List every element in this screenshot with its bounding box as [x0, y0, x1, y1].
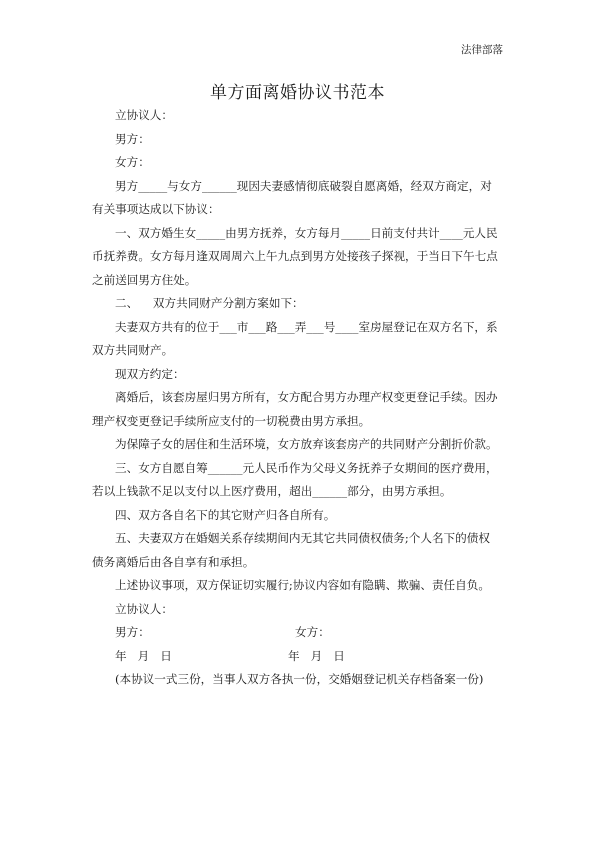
- text-line: 双方共同财产。: [92, 343, 174, 357]
- header-tag: 法律部落: [461, 44, 503, 56]
- text-line: 若以上钱款不足以支付以上医疗费用，超出______部分，由男方承担。: [92, 484, 452, 498]
- text-line: 债务离婚后由各自享有和承担。: [92, 554, 255, 569]
- female-signature-date: 年 月 日: [288, 648, 345, 663]
- text-line: 二、 双方共同财产分割方案如下：: [115, 296, 304, 310]
- text-line: 币抚养费。女方每月逢双周周六上午九点到男方处接孩子探视，于当日下午七点: [92, 249, 498, 263]
- text-line: 三、女方自愿自筹______元人民币作为父母义务抚养子女期间的医疗费用，: [115, 460, 498, 475]
- text-line: 理产权变更登记手续所应支付的一切税费由男方承担。: [92, 413, 371, 428]
- female-signature-label: 女方：: [295, 625, 330, 639]
- text-line: 夫妻双方共有的位于___市___路___弄___号____室房屋登记在双方名下，系: [115, 319, 498, 334]
- text-line: 四、双方各自名下的其它财产归各自所有。: [115, 507, 336, 522]
- text-line: 有关事项达成以下协议：: [92, 202, 220, 216]
- signature-names-row: [92, 621, 508, 645]
- footnote: (本协议一式三份，当事人双方各执一份，交婚姻登记机关存档备案一份): [115, 672, 484, 686]
- text-line: 立协议人：: [115, 601, 173, 616]
- male-signature-date: 年 月 日: [115, 648, 172, 663]
- text-line: 为保障子女的居住和生活环境，女方放弃该套房产的共同财产分割折价款。: [115, 437, 498, 451]
- signature-dates-row: [92, 645, 508, 669]
- document-body: [92, 104, 508, 692]
- text-line: 男方：: [115, 131, 150, 146]
- text-line: 五、夫妻双方在婚姻关系存续期间内无其它共同债权债务;个人名下的债权: [115, 531, 490, 545]
- document-title: 单方面离婚协议书范本: [210, 83, 385, 103]
- text-line: 之前送回男方住处。: [92, 272, 197, 287]
- text-line: 立协议人：: [115, 108, 173, 122]
- male-signature-label: 男方：: [115, 625, 150, 639]
- agreement-text: [92, 104, 508, 621]
- text-line: 一、双方婚生女_____由男方抚养，女方每月_____日前支付共计____元人民: [115, 225, 498, 240]
- text-line: 离婚后，该套房屋归男方所有，女方配合男方办理产权变更登记手续。因办: [115, 390, 498, 404]
- text-line: 男方_____与女方______现因夫妻感情彻底破裂自愿离婚，经双方商定，对: [115, 178, 492, 193]
- text-line: 上述协议事项，双方保证切实履行;协议内容如有隐瞒、欺骗、责任自负。: [115, 578, 490, 592]
- text-line: 女方：: [115, 155, 150, 169]
- text-line: 现双方约定：: [115, 366, 185, 381]
